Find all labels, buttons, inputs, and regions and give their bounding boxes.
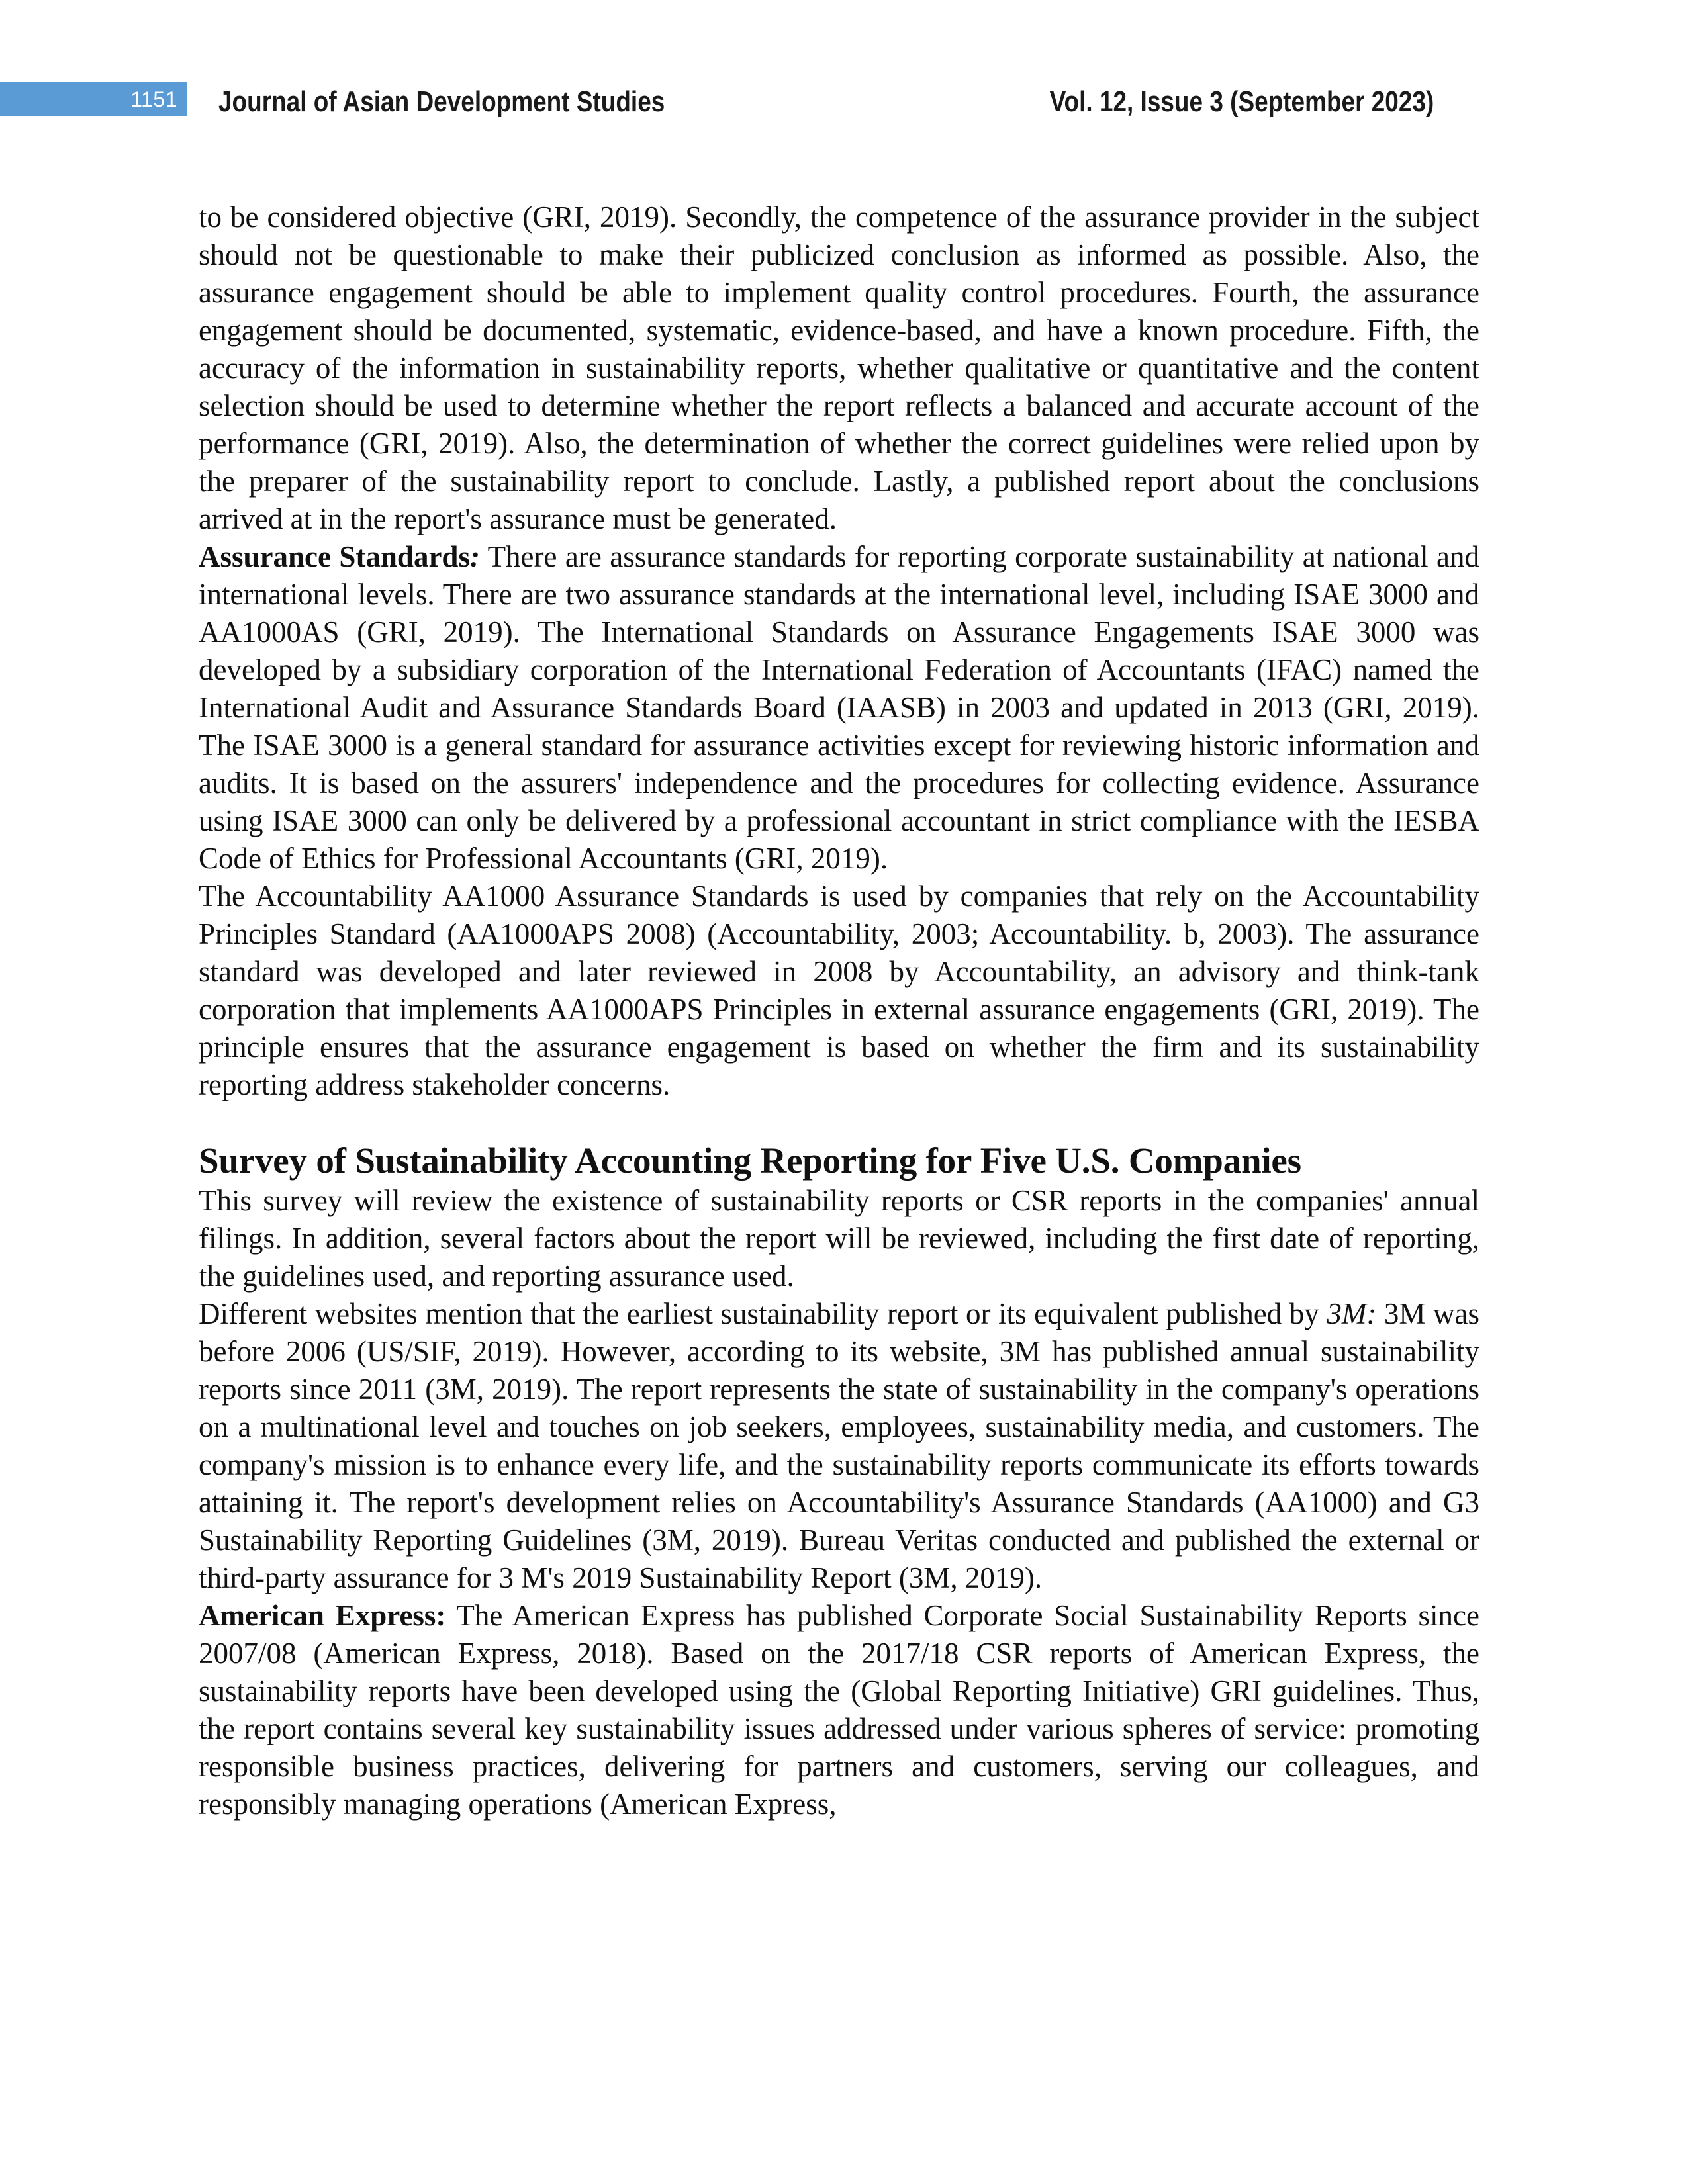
paragraph-text: There are assurance standards for reporting corporate sustainability at national and international levels. There are two assurance standards at the international level, including ISAE 3000 and AA1000AS (GRI, 2019). The International Standards on Assurance Engagements ISAE 3000 was developed by a subsidiary corporation of the International Federation of Accountants (IFAC) named the International Audit and Assurance Standards Board (IAASB) in 2003 and updated in 2013 (GRI, 2019). The ISAE 3000 is a general standard for assurance activities except for reviewing historic information and audits. It is based on the assurers' independence and the procedures for collecting evidence. Assurance using ISAE 3000 can only be delivered by a professional accountant in strict compliance with the IESBA Code of Ethics for Professional Accountants (GRI, 2019). (199, 540, 1479, 875)
paragraph-3m (199, 1295, 1479, 1597)
page-number: 1151 (130, 87, 177, 111)
paragraph-aa1000: The Accountability AA1000 Assurance Standards is used by companies that rely on the Accountability Principles Standard (AA1000APS 2008) (Accountability, 2003; Accountability. b, 2003). The assurance standard was developed and later reviewed in 2008 by Accountability, an advisory and think-tank corporation that implements AA1000APS Principles in external assurance engagements (GRI, 2019). The principle ensures that the assurance engagement is based on whether the firm and its sustainability reporting address stakeholder concerns. (199, 880, 1479, 1101)
journal-title: Journal of Asian Development Studies (218, 85, 665, 118)
article-body (199, 199, 1479, 1823)
paragraph-american-express (199, 1597, 1479, 1823)
run-in-heading-american-express: American Express: (199, 1599, 446, 1632)
paragraph-text: Different websites mention that the earliest sustainability report or its equivalent published by (199, 1297, 1327, 1330)
section-heading: Survey of Sustainability Accounting Reporting for Five U.S. Companies (199, 1140, 1301, 1181)
paragraph-assurance-standards (199, 538, 1479, 878)
paragraph-assurance-criteria: to be considered objective (GRI, 2019). Secondly, the competence of the assurance provider in the subject should not be questionable to make their publicized conclusion as informed as possible. Also, the assurance engagement should be able to implement quality control procedures. Fourth, the assurance engagement should be documented, systematic, evidence-based, and have a known procedure. Fifth, the accuracy of the information in sustainability reports, whether qualitative or quantitative and the content selection should be used to determine whether the report reflects a balanced and accurate account of the performance (GRI, 2019). Also, the determination of whether the correct guidelines were relied upon by the preparer of the sustainability report to conclude. Lastly, a published report about the conclusions arrived at in the report's assurance must be generated. (199, 201, 1479, 535)
paragraph-text: 3M was before 2006 (US/SIF, 2019). However, according to its website, 3M has published annual sustainability reports since 2011 (3M, 2019). The report represents the state of sustainability in the company's operations on a multinational level and touches on job seekers, employees, sustainability media, and customers. The company's mission is to enhance every life, and the sustainability reports communicate its efforts towards attaining it. The report's development relies on Accountability's Assurance Standards (AA1000) and G3 Sustainability Reporting Guidelines (3M, 2019). Bureau Veritas conducted and published the external or third-party assurance for 3 M's 2019 Sustainability Report (3M, 2019). (199, 1297, 1480, 1594)
run-in-heading-assurance-standards: Assurance Standards: (199, 540, 480, 573)
paragraph-survey-intro: This survey will review the existence of sustainability reports or CSR reports in the companies' annual filings. In addition, several factors about the report will be reviewed, including the first date of reporting, the guidelines used, and reporting assurance used. (199, 1184, 1479, 1293)
company-name-3m: 3M: (1327, 1297, 1377, 1330)
volume-info: Vol. 12, Issue 3 (September 2023) (1049, 85, 1434, 118)
paragraph-text: The American Express has published Corporate Social Sustainability Reports since 2007/08 (American Express, 2018). Based on the 2017/18 CSR reports of American Express, the sustainability reports have been developed using the (Global Reporting Initiative) GRI guidelines. Thus, the report contains several key sustainability issues addressed under various spheres of service: promoting responsible business practices, delivering for partners and customers, serving our colleagues, and responsibly managing operations (American Express, (199, 1599, 1479, 1821)
page-number-tab (0, 82, 187, 116)
